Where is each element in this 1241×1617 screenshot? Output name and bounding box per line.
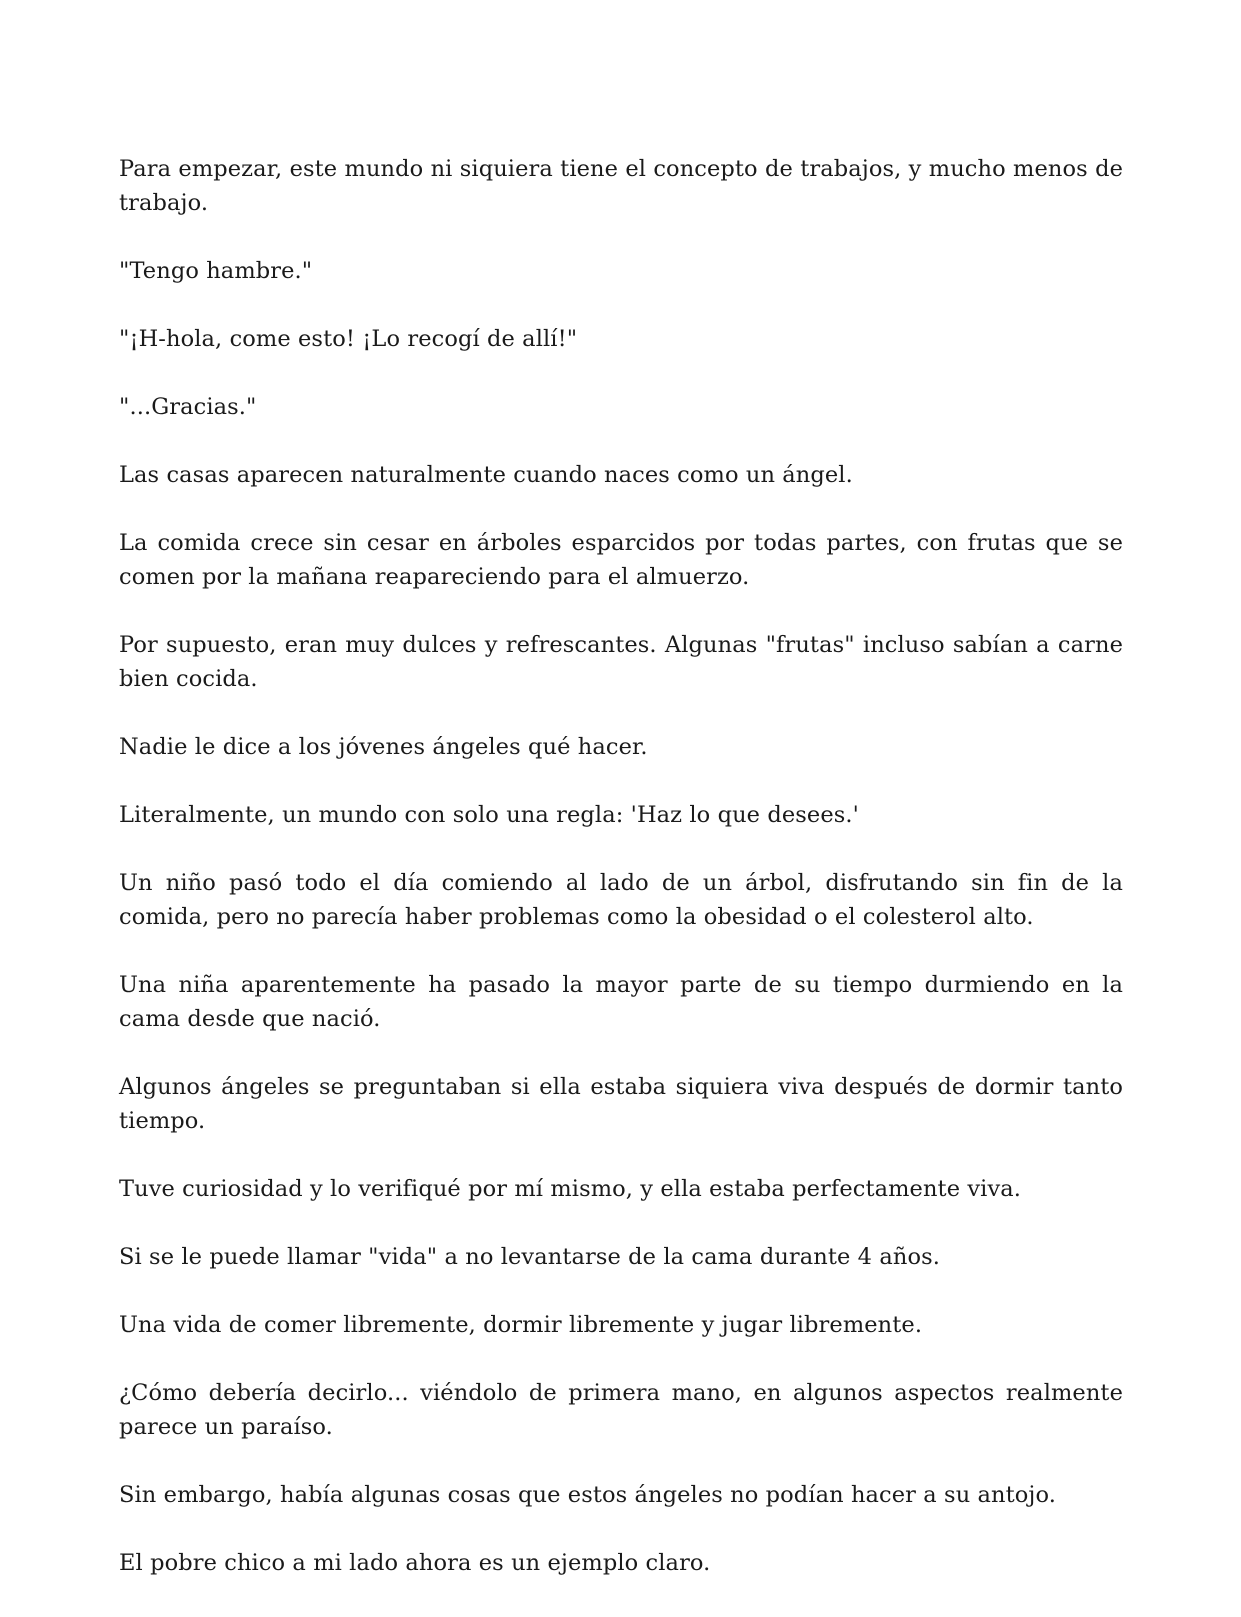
paragraph: ¿Cómo debería decirlo... viéndolo de primera mano, en algunos aspectos realmente parece un paraíso.: [119, 1380, 1123, 1440]
paragraph: "Tengo hambre.": [119, 258, 313, 284]
paragraph: Por supuesto, eran muy dulces y refrescantes. Algunas "frutas" incluso sabían a carne bien cocida.: [119, 632, 1123, 692]
paragraph: Una niña aparentemente ha pasado la mayor parte de su tiempo durmiendo en la cama desde que nació.: [119, 972, 1123, 1032]
paragraph: El pobre chico a mi lado ahora es un ejemplo claro.: [119, 1550, 711, 1576]
body-text: [119, 152, 1123, 1580]
paragraph: "...Gracias.": [119, 394, 257, 420]
paragraph: Si se le puede llamar "vida" a no levantarse de la cama durante 4 años.: [119, 1244, 940, 1270]
paragraph: Sin embargo, había algunas cosas que estos ángeles no podían hacer a su antojo.: [119, 1482, 1057, 1508]
paragraph: Algunos ángeles se preguntaban si ella estaba siquiera viva después de dormir tanto tiempo.: [119, 1074, 1123, 1134]
paragraph: Una vida de comer libremente, dormir libremente y jugar libremente.: [119, 1312, 923, 1338]
paragraph: Tuve curiosidad y lo verifiqué por mí mismo, y ella estaba perfectamente viva.: [119, 1176, 1022, 1202]
paragraph: Un niño pasó todo el día comiendo al lado de un árbol, disfrutando sin fin de la comida, pero no parecía haber problemas como la obesidad o el colesterol alto.: [119, 870, 1123, 930]
paragraph: La comida crece sin cesar en árboles esparcidos por todas partes, con frutas que se comen por la mañana reapareciendo para el almuerzo.: [119, 530, 1123, 590]
paragraph: "¡H-hola, come esto! ¡Lo recogí de allí!": [119, 326, 578, 352]
paragraph: Para empezar, este mundo ni siquiera tiene el concepto de trabajos, y mucho menos de trabajo.: [119, 156, 1123, 216]
paragraph: Nadie le dice a los jóvenes ángeles qué hacer.: [119, 734, 648, 760]
paragraph: Las casas aparecen naturalmente cuando naces como un ángel.: [119, 462, 853, 488]
paragraph: Literalmente, un mundo con solo una regla: 'Haz lo que desees.': [119, 802, 859, 828]
